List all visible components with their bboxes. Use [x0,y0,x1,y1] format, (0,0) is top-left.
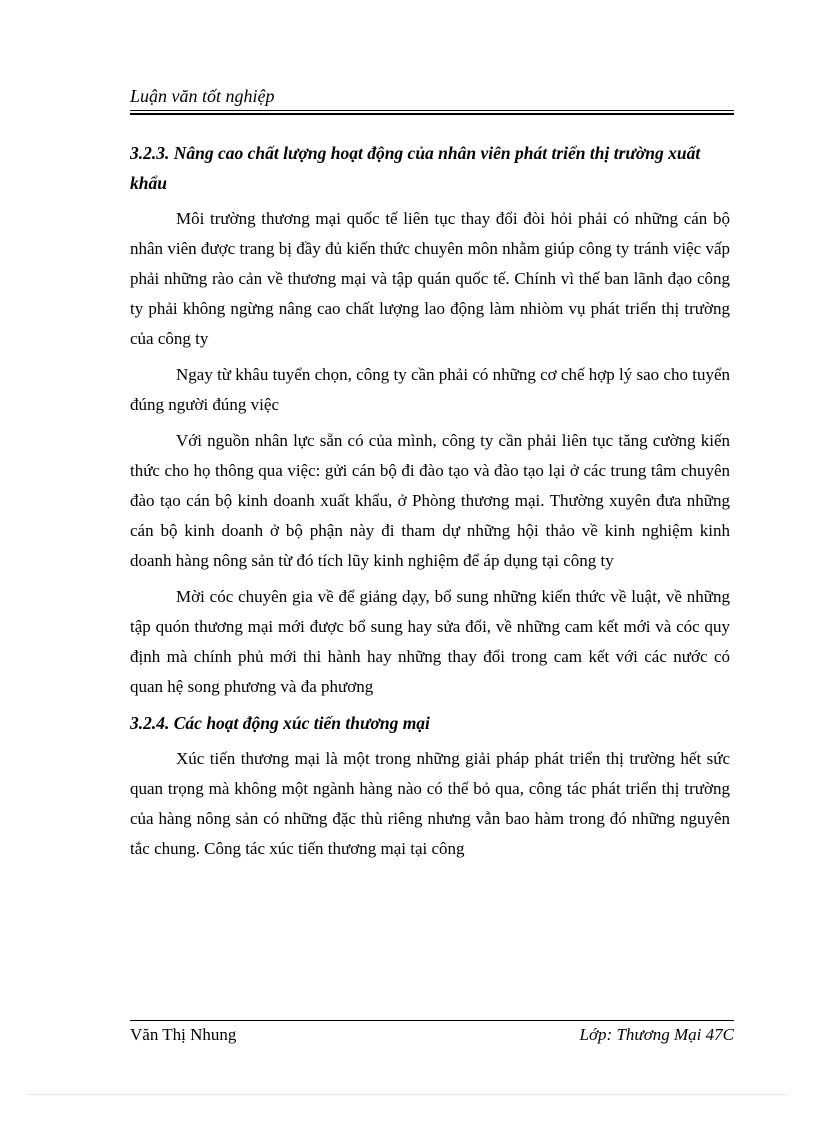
footer-class-label: Lớp: Thương Mại 47C [579,1025,734,1044]
paragraph: Mời cóc chuyên gia về để giảng dạy, bổ sung những kiến thức về luật, về những tập quón thương mại mới được bổ sung hay sửa đổi, về những cam kết mới và cóc quy định mà chính phủ mới thi hành hay những thay đổi trong cam kết với các nước có quan hệ song phương và đa phương [130,587,730,696]
header-rule-thin [130,110,734,111]
paragraph: Với nguồn nhân lực sẵn có của mình, công ty cần phải liên tục tăng cường kiến thức cho họ thông qua việc: gửi cán bộ đi đào tạo và đào tạo lại ở các trung tâm chuyên đào tạo cán bộ kinh doanh xuất khẩu, ở Phòng thương mại. Thường xuyên đưa những cán bộ kinh doanh ở bộ phận này đi tham dự những hội thảo về kinh nghiệm kinh doanh hàng nông sản từ đó tích lũy kinh nghiệm để áp dụng tại công ty [130,431,730,570]
section-heading-3-2-3: 3.2.3. Nâng cao chất lượng hoạt động của nhân viên phát triển thị trường xuất khẩu [130,143,701,193]
header-rule-thick [130,113,734,115]
page-bottom-dotted-divider [28,1094,788,1095]
document-body [130,138,730,864]
footer-rule [130,1020,734,1021]
paragraph: Ngay từ khâu tuyển chọn, công ty cần phải có những cơ chế hợp lý sao cho tuyển đúng người đúng việc [130,365,730,414]
section-heading-3-2-4: 3.2.4. Các hoạt động xúc tiến thương mại [130,713,430,733]
running-header-title: Luận văn tốt nghiệp [130,86,275,106]
paragraph: Môi trường thương mại quốc tế liên tục thay đổi đòi hỏi phải có những cán bộ nhân viên được trang bị đầy đủ kiến thức chuyên môn nhằm giúp công ty tránh việc vấp phải những rào cản về thương mại và tập quán quốc tế. Chính vì thế ban lãnh đạo công ty phải không ngừng nâng cao chất lượng lao động làm nhiòm vụ phát triển thị trường của công ty [130,209,730,348]
footer-author: Văn Thị Nhung [130,1025,237,1044]
paragraph: Xúc tiến thương mại là một trong những giải pháp phát triển thị trường hết sức quan trọng mà không một ngành hàng nào có thể bỏ qua, công tác phát triển thị trường của hàng nông sản có những đặc thù riêng nhưng vẫn bao hàm trong đó những nguyên tắc chung. Công tác xúc tiến thương mại tại công [130,749,730,858]
